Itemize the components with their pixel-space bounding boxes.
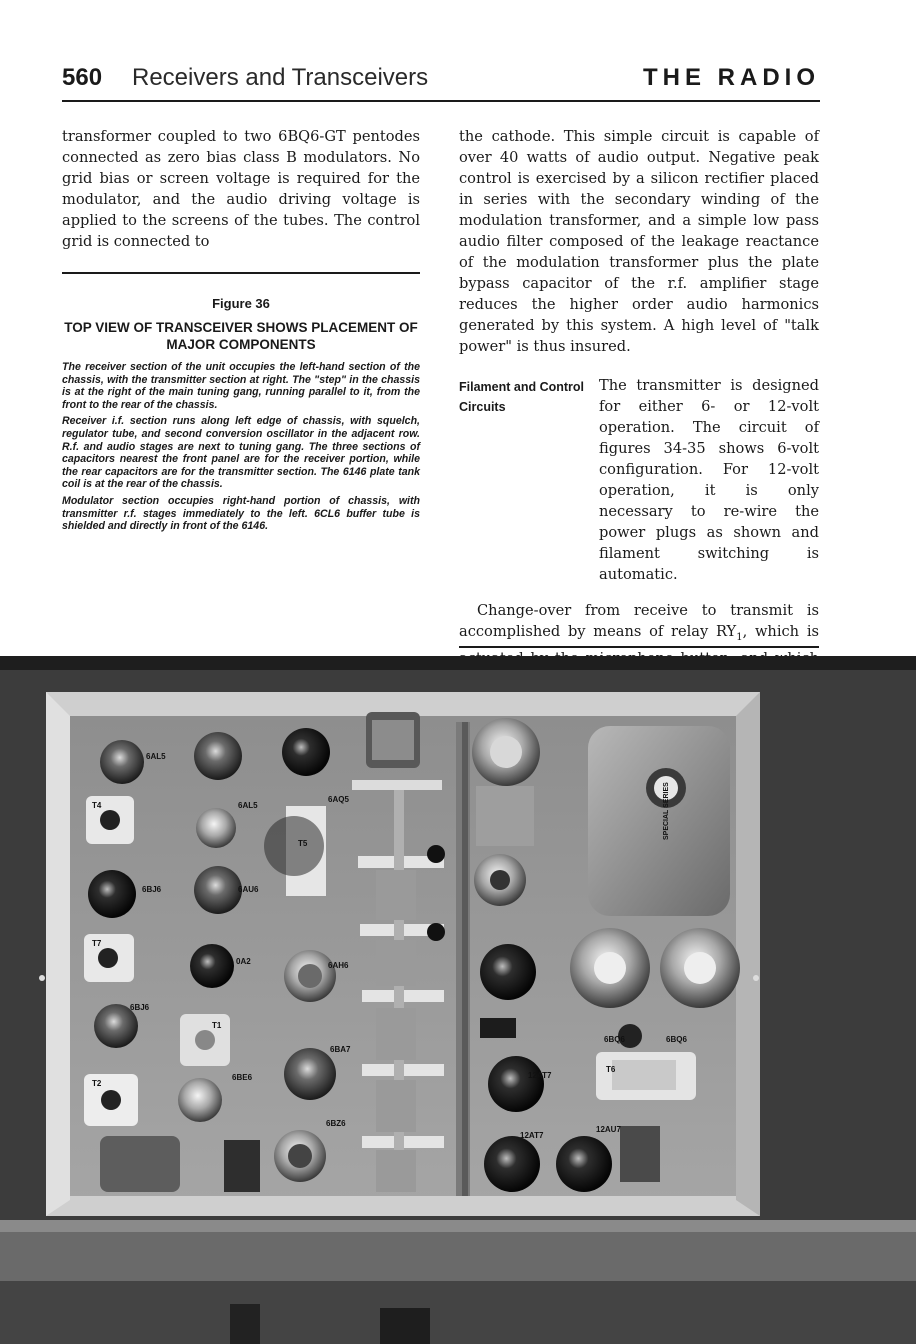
running-title: Receivers and Transceivers <box>132 64 429 91</box>
label-special-series: SPECIAL SERIES <box>663 782 670 840</box>
label-t7: T7 <box>92 939 102 948</box>
label-0a2: 0A2 <box>236 957 251 966</box>
label-t6: T6 <box>606 1065 616 1074</box>
figure-caption-3: Modulator section occupies right-hand portion of chassis, with transmitter r.f. stages immediately to the left. 6CL6 buffer tube is shielded and directly in front of the 6146. <box>62 494 420 533</box>
p3-start: Change-over from receive to transmit is accomplished by means of relay <box>459 601 819 640</box>
label-t4: T4 <box>92 801 102 810</box>
label-6aq5: 6AQ5 <box>328 795 349 804</box>
label-6bj6-a: 6BJ6 <box>142 885 162 894</box>
label-12at7-b: 12AT7 <box>520 1131 544 1140</box>
label-6bj6-b: 6BJ6 <box>130 1003 150 1012</box>
label-t5: T5 <box>298 839 308 848</box>
label-6be6: 6BE6 <box>232 1073 253 1082</box>
figure-caption-1: The receiver section of the unit occupies the left-hand section of the chassis, with the transmitter section at right. The "step" in the chassis is at the right of the main tuning gang, running parallel to it, from the front to the rear of the chassis. <box>62 361 420 411</box>
label-6al5-a: 6AL5 <box>146 752 166 761</box>
label-t2: T2 <box>92 1079 102 1088</box>
label-6ah6: 6AH6 <box>328 961 349 970</box>
label-6bq6-a: 6BQ6 <box>604 1035 625 1044</box>
left-paragraph: transformer coupled to two 6BQ6-GT pentodes connected as zero bias class B modulators. No grid bias or screen voltage is required for the modulator, and the audio driving voltage is applied to the screens of the tubes. The control grid is connected to <box>62 128 420 250</box>
label-t1: T1 <box>212 1021 222 1030</box>
label-6al5-b: 6AL5 <box>238 801 258 810</box>
figure-top-rule <box>62 272 420 274</box>
p3-mid: , which is <box>742 622 819 640</box>
page-number: 560 <box>62 64 103 91</box>
figure-caption-2: Receiver i.f. section runs along left edge of chassis, with squelch, regulator tube, and second conversion oscillator in the adjacent row. R.f. and audio stages are next to tuning gang. The three sections of capacitors nearest the front panel are for the receiver portion, while the rear capacitors are for the transmitter section. The 6146 plate tank coil is at the rear of the chassis. <box>62 415 420 491</box>
page-header <box>62 60 820 102</box>
journal-title: THE RADIO <box>643 64 820 91</box>
label-12at7-a: 12AT7 <box>528 1071 552 1080</box>
side-head-section <box>459 375 819 585</box>
p3-relay: RY <box>716 622 737 640</box>
label-6ba7: 6BA7 <box>330 1045 351 1054</box>
right-paragraph-1: the cathode. This simple circuit is capable of over 40 watts of audio output. Negative peak control is exercised by a silicon rectifier placed in series with the secondary winding of the modulation transformer, and a simple low pass audio filter composed of the leakage reactance of the modulation transformer plus the plate bypass capacitor of the r.f. amplifier stage reduces the higher order audio harmonics generated by this system. A high level of "talk power" is thus insured. <box>459 128 819 355</box>
right-column <box>459 126 819 732</box>
figure-bottom-rule <box>459 646 819 648</box>
side-heading: Filament and Control Circuits <box>459 380 584 414</box>
left-column <box>62 126 420 537</box>
label-6bq6-b: 6BQ6 <box>666 1035 687 1044</box>
figure-title: TOP VIEW OF TRANSCEIVER SHOWS PLACEMENT OF MAJOR COMPONENTS <box>64 320 418 352</box>
chassis-photo <box>0 656 916 1344</box>
figure-label: Figure 36 <box>212 296 270 311</box>
label-6bz6: 6BZ6 <box>326 1119 346 1128</box>
side-text: The transmitter is designed for either 6- or 12-volt operation. The circuit of figures 34-35 shows 6-volt configuration. For 12-volt operation, it is only necessary to re-wire the power plugs as shown and filament switching is automatic. <box>599 377 819 583</box>
label-12au7: 12AU7 <box>596 1125 621 1134</box>
p3-sub: 1 <box>736 631 743 643</box>
label-6au6: 6AU6 <box>238 885 259 894</box>
